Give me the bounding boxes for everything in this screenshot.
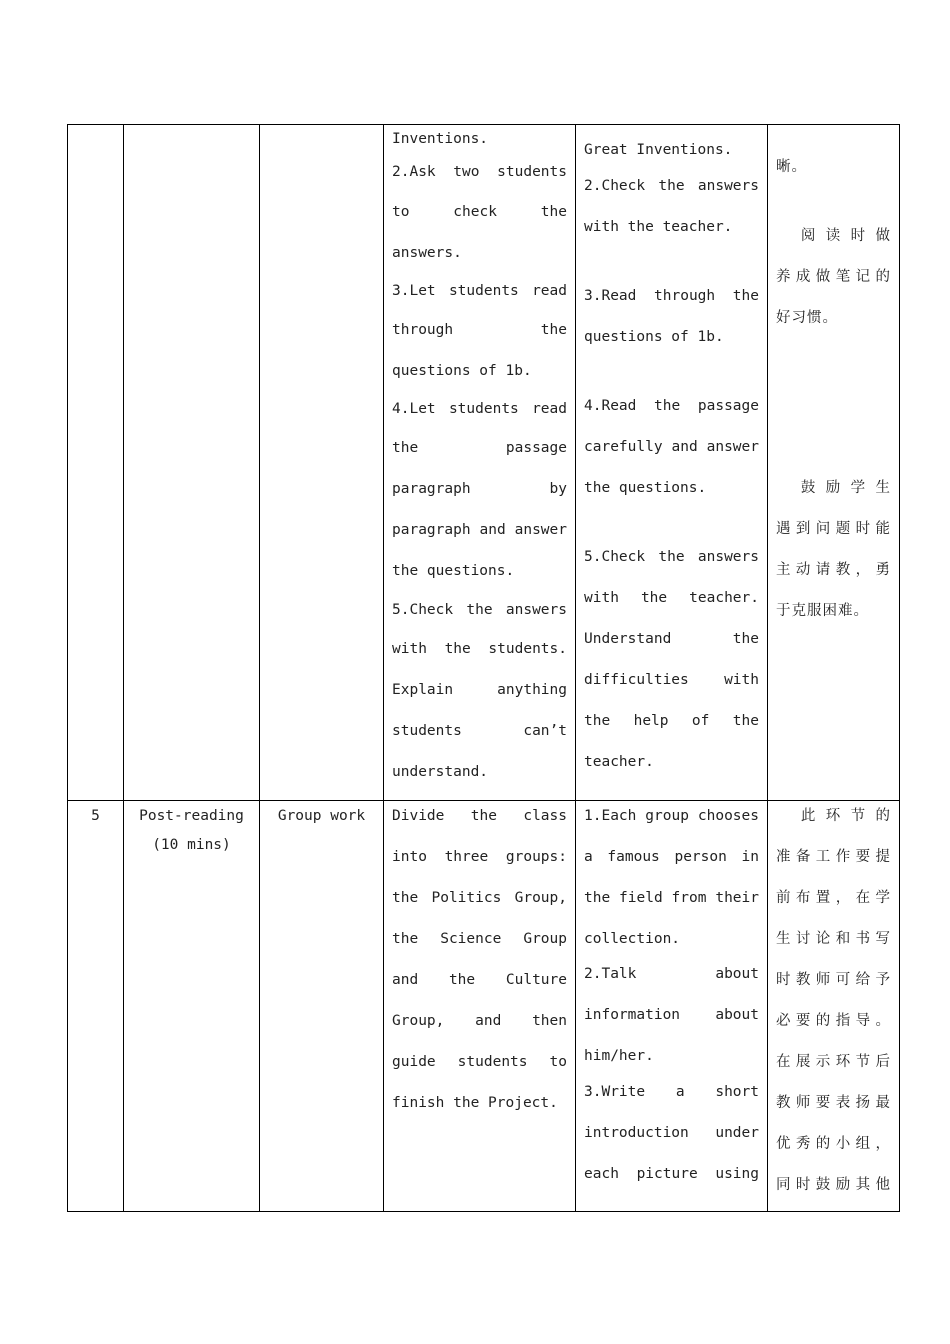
text-line: with the teacher. bbox=[584, 219, 733, 235]
text-line bbox=[776, 380, 891, 421]
text-line: 好习惯。 bbox=[776, 310, 838, 326]
step-number-cell bbox=[68, 125, 124, 801]
mode-cell bbox=[260, 125, 384, 801]
text-line: difficulties with bbox=[584, 672, 759, 688]
text-line bbox=[584, 358, 759, 386]
text-line: questions of 1b. bbox=[392, 363, 532, 379]
text-line: 此环节的 bbox=[776, 808, 891, 824]
text-line bbox=[776, 339, 891, 380]
text-line: 优秀的小组， bbox=[776, 1136, 891, 1152]
text-line: 5.Check the answers bbox=[392, 602, 567, 618]
text-line: answers. bbox=[392, 245, 462, 261]
text-line: a famous person in bbox=[584, 849, 759, 865]
text-line: the questions. bbox=[392, 563, 515, 579]
text-line: teacher. bbox=[584, 754, 654, 770]
text-line: 养成做笔记的 bbox=[776, 269, 891, 285]
text-line: 生讨论和书写 bbox=[776, 931, 891, 947]
text-line: to check the bbox=[392, 204, 567, 220]
text-line: the passage bbox=[392, 440, 567, 456]
text-line: carefully and answer bbox=[584, 439, 759, 455]
text-line: and the Culture bbox=[392, 972, 567, 988]
text-line: 1.Each group chooses bbox=[584, 808, 759, 824]
text-line: 4.Read the passage bbox=[584, 398, 759, 414]
text-line: 教师要表扬最 bbox=[776, 1095, 891, 1111]
text-line: 阅读时做 bbox=[776, 228, 891, 244]
table-row bbox=[68, 801, 900, 1212]
student-activity-cell bbox=[576, 801, 768, 1212]
text-line: the Science Group bbox=[392, 931, 567, 947]
text-line: guide students to bbox=[392, 1054, 567, 1070]
text-line: Understand the bbox=[584, 631, 759, 647]
text-line: with the students. bbox=[392, 641, 567, 657]
text-line: Great Inventions. bbox=[584, 142, 733, 158]
text-line: 2.Check the answers bbox=[584, 178, 759, 194]
text-line: students can’t bbox=[392, 723, 567, 739]
student-activity-cell bbox=[576, 125, 768, 801]
teacher-activity-cell bbox=[384, 801, 576, 1212]
stage-name: Post-reading bbox=[139, 808, 244, 824]
table-row bbox=[68, 125, 900, 801]
text-line: 5.Check the answers bbox=[584, 549, 759, 565]
text-line bbox=[584, 248, 759, 276]
text-line: through the bbox=[392, 322, 567, 338]
text-line: the Politics Group, bbox=[392, 890, 567, 906]
text-line: 晰。 bbox=[776, 159, 807, 175]
text-line: 时教师可给予 bbox=[776, 972, 891, 988]
text-line: the questions. bbox=[584, 480, 707, 496]
text-line: introduction under bbox=[584, 1125, 759, 1141]
text-line: 3.Let students read bbox=[392, 283, 567, 299]
text-line: understand. bbox=[392, 764, 489, 780]
text-line: 主动请教，勇 bbox=[776, 562, 891, 578]
text-line: 同时鼓励其他 bbox=[776, 1177, 891, 1193]
text-line: 必要的指导。 bbox=[776, 1013, 891, 1029]
text-line: Inventions. bbox=[392, 131, 489, 147]
step-number-cell bbox=[68, 801, 124, 1212]
text-line: 准备工作要提 bbox=[776, 849, 891, 865]
text-line: 2.Ask two students bbox=[392, 164, 567, 180]
text-line: 鼓励学生 bbox=[776, 480, 891, 496]
text-line: paragraph by bbox=[392, 481, 567, 497]
mode-cell bbox=[260, 801, 384, 1212]
text-line: 2.Talk about bbox=[584, 966, 759, 982]
step-number: 5 bbox=[91, 808, 100, 824]
text-line bbox=[776, 421, 891, 468]
lesson-plan-table bbox=[67, 124, 900, 1212]
interaction-mode: Group work bbox=[277, 808, 366, 824]
text-line: 在展示环节后 bbox=[776, 1054, 891, 1070]
text-line: 于克服困难。 bbox=[776, 603, 869, 619]
stage-cell bbox=[124, 125, 260, 801]
text-line: Explain anything bbox=[392, 682, 567, 698]
text-line: with the teacher. bbox=[584, 590, 759, 606]
text-line: paragraph and answer bbox=[392, 522, 567, 538]
text-line: collection. bbox=[584, 931, 681, 947]
text-line: the help of the bbox=[584, 713, 759, 729]
teacher-activity-cell bbox=[384, 125, 576, 801]
purpose-cell bbox=[768, 801, 900, 1212]
text-line: 前布置，在学 bbox=[776, 890, 891, 906]
text-line: 遇到问题时能 bbox=[776, 521, 891, 537]
text-line: the field from their bbox=[584, 890, 759, 906]
stage-duration: (10 mins) bbox=[152, 837, 231, 853]
text-line bbox=[776, 188, 891, 216]
text-line: Divide the class bbox=[392, 808, 567, 824]
text-line: 3.Write a short bbox=[584, 1084, 759, 1100]
text-line: each picture using bbox=[584, 1166, 759, 1182]
text-line: into three groups: bbox=[392, 849, 567, 865]
text-line: 4.Let students read bbox=[392, 401, 567, 417]
text-line bbox=[584, 509, 759, 537]
text-line: questions of 1b. bbox=[584, 329, 724, 345]
text-line: him/her. bbox=[584, 1048, 654, 1064]
text-line: Group, and then bbox=[392, 1013, 567, 1029]
stage-cell bbox=[124, 801, 260, 1212]
text-line: information about bbox=[584, 1007, 759, 1023]
text-line: finish the Project. bbox=[392, 1095, 558, 1111]
text-line: 3.Read through the bbox=[584, 288, 759, 304]
purpose-cell bbox=[768, 125, 900, 801]
